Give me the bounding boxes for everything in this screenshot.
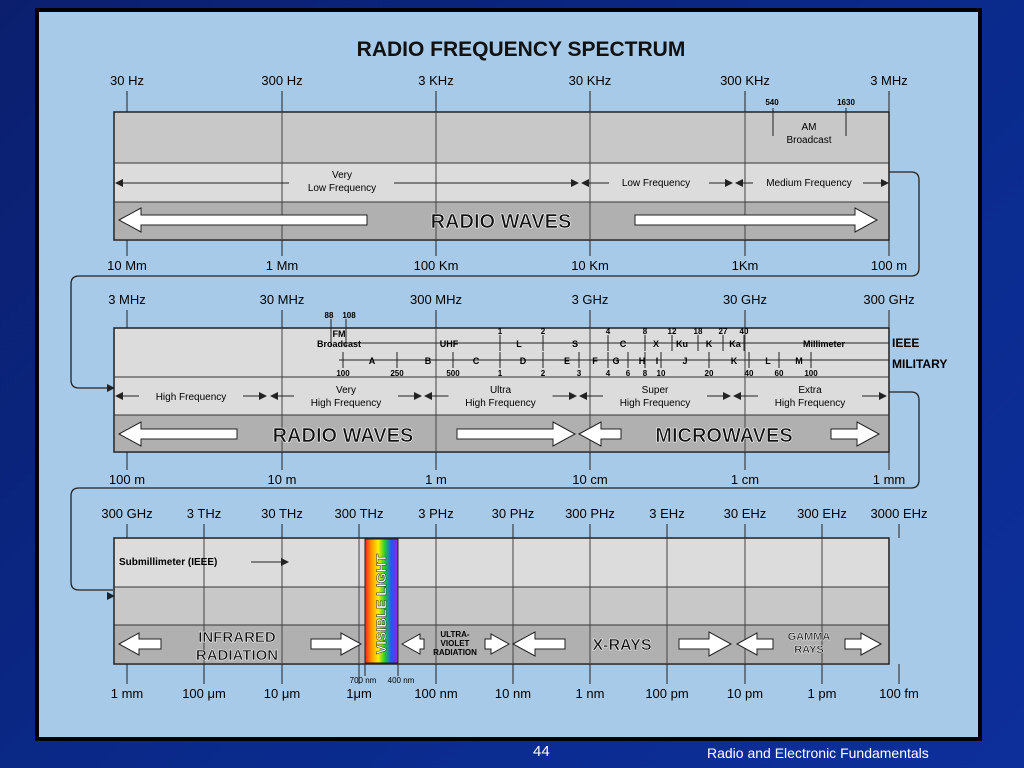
wavelength-label: 1 nm [575,686,605,701]
military-band: A [368,356,376,366]
ieee-label: IEEE [892,336,920,350]
ieee-band: K [705,339,713,349]
band1-freq-ticks [110,73,908,112]
range-label: Ultra [489,385,512,396]
wavelength-label: 1 mm [872,472,906,487]
wavelength-label: 10 pm [726,686,764,701]
fm-low: 88 [324,311,334,320]
freq-label: 300 EHz [797,506,847,521]
wavelength-label: 10 cm [572,472,608,487]
wavelength-label: 100 nm [414,686,458,701]
ieee-band: UHF [439,339,459,349]
freq-label: 300 GHz [863,292,915,307]
range-label: Extra [798,385,822,396]
military-band: E [563,356,571,366]
ieee-tick-label: 4 [605,327,611,336]
range-label-2: High Frequency [619,398,691,409]
diagram-title: RADIO FREQUENCY SPECTRUM [356,38,686,61]
infrared-label: INFRARED [198,629,276,646]
freq-label: 3 MHz [870,73,908,88]
wavelength-label: 1 mm [110,686,144,701]
fm-label: FM [332,329,346,339]
am-high: 1630 [837,98,855,107]
ieee-band: Ka [729,339,741,349]
microwaves-label: MICROWAVES [655,425,793,447]
wavelength-label: 10 Km [571,258,609,273]
military-tick-label: 40 [744,369,754,378]
freq-label: 30 Hz [110,73,144,88]
wavelength-label: 1 m [425,472,447,487]
am-low: 540 [765,98,779,107]
military-tick-label: 500 [446,369,460,378]
freq-label: 3 EHz [649,506,685,521]
ieee-band: S [571,339,579,349]
spectrum-diagram [39,12,978,737]
range-label-2: High Frequency [774,398,846,409]
wavelength-label: 1 cm [730,472,760,487]
ieee-band: X [652,339,660,349]
range-label-2: High Frequency [310,398,382,409]
band1-wavelength-ticks [107,240,907,273]
wavelength-label: 10 Mm [107,258,147,273]
military-band: B [424,356,432,366]
freq-label: 3 KHz [418,73,454,88]
military-band: M [795,356,803,366]
fm-broadcast-label: Broadcast [316,339,362,349]
military-band: K [730,356,738,366]
wavelength-label: 100 μm [182,686,226,701]
freq-label: 3 PHz [418,506,454,521]
military-band: F [592,356,598,366]
ieee-band: Millimeter [802,339,846,349]
range-label-2: High Frequency [465,398,536,409]
military-tick-label: 2 [540,369,546,378]
band3-wavelength-ticks [111,664,919,701]
band2-freq-ticks [108,292,914,328]
ieee-band: C [619,339,627,349]
freq-label: 3 GHz [571,292,609,307]
course-title: Radio and Electronic Fundamentals [707,745,929,761]
freq-label: 300 THz [334,506,384,521]
freq-label: 3 THz [186,506,222,521]
vlf-label: Very [331,170,353,181]
military-tick-label: 60 [774,369,784,378]
band2-wavelength-ticks [109,452,905,487]
military-tick-label: 100 [336,369,350,378]
nm400-label: 400 nm [387,676,415,685]
military-band: D [519,356,527,366]
ieee-tick-label: 8 [642,327,648,336]
am-label: AM [801,122,817,133]
military-tick-label: 4 [605,369,611,378]
wavelength-label: 100 m [108,472,146,487]
band1-radio-waves: RADIO WAVES [430,211,572,233]
uv-label-2: VIOLET [440,639,470,648]
diagram-area [39,12,978,737]
military-tick-label: 6 [625,369,631,378]
military-band: C [472,356,480,366]
freq-label: 300 Hz [261,73,303,88]
military-tick-label: 250 [390,369,404,378]
band2-radio-waves: RADIO WAVES [272,425,414,447]
military-tick-label: 3 [576,369,582,378]
fm-high: 108 [342,311,356,320]
freq-label: 30 MHz [259,292,305,307]
wavelength-label: 1 pm [807,686,837,701]
freq-label: 3 MHz [108,292,146,307]
wavelength-label: 10 μm [263,686,301,701]
ieee-band: Ku [676,339,688,349]
am-broadcast-label: Broadcast [786,135,832,146]
nm700-label: 700 nm [349,676,377,685]
military-tick-label: 20 [704,369,714,378]
freq-label: 30 THz [261,506,303,521]
military-tick-label: 8 [642,369,648,378]
page-number: 44 [533,743,550,760]
military-tick-label: 1 [497,369,503,378]
wavelength-label: 100 pm [645,686,689,701]
uv-label-1: ULTRA- [440,630,470,639]
military-tick-label: 100 [804,369,818,378]
range-label: Super [641,385,669,396]
military-band: L [765,356,771,366]
slide-frame [35,8,982,741]
uv-label-3: RADIATION [433,648,477,657]
ieee-tick-label: 27 [718,327,728,336]
lf-label: Low Frequency [621,178,691,189]
wavelength-label: 1 Mm [265,258,299,273]
vlf-label-2: Low Frequency [307,183,377,194]
wavelength-label: 100 m [870,258,908,273]
wavelength-label: 10 m [267,472,297,487]
military-band: H [638,356,646,366]
freq-label: 30 KHz [568,73,612,88]
visible-light-label: VISIBLE LIGHT [373,553,389,655]
freq-label: 30 GHz [722,292,768,307]
military-tick-label: 10 [656,369,666,378]
wavelength-label: 1Km [731,258,759,273]
submillimeter-label: Submillimeter (IEEE) [119,557,218,568]
freq-label: 30 EHz [723,506,767,521]
ieee-tick-label: 40 [739,327,749,336]
military-band: G [612,356,620,366]
military-band: J [682,356,688,366]
ieee-tick-label: 18 [693,327,703,336]
ieee-tick-label: 2 [540,327,546,336]
freq-label: 300 GHz [101,506,153,521]
wavelength-label: 1μm [346,686,372,701]
wavelength-label: 100 Km [413,258,459,273]
mf-label: Medium Frequency [766,178,852,189]
ieee-tick-label: 12 [667,327,677,336]
wavelength-label: 10 nm [494,686,532,701]
wavelength-label: 100 fm [879,686,919,701]
military-band: I [655,356,659,366]
freq-label: 3000 EHz [870,506,928,521]
range-label: Very [335,385,357,396]
xrays-label: X-RAYS [592,637,652,654]
gamma-label-2: RAYS [794,644,824,656]
infrared-label-2: RADIATION [195,647,279,664]
gamma-label: GAMMA [787,631,831,643]
freq-label: 300 KHz [720,73,770,88]
military-label: MILITARY [892,357,948,371]
ieee-band: L [516,339,522,349]
range-label: High Frequency [155,392,227,403]
band3-freq-ticks [101,506,927,538]
ieee-tick-label: 1 [497,327,503,336]
freq-label: 30 PHz [491,506,535,521]
freq-label: 300 PHz [565,506,615,521]
freq-label: 300 MHz [409,292,463,307]
